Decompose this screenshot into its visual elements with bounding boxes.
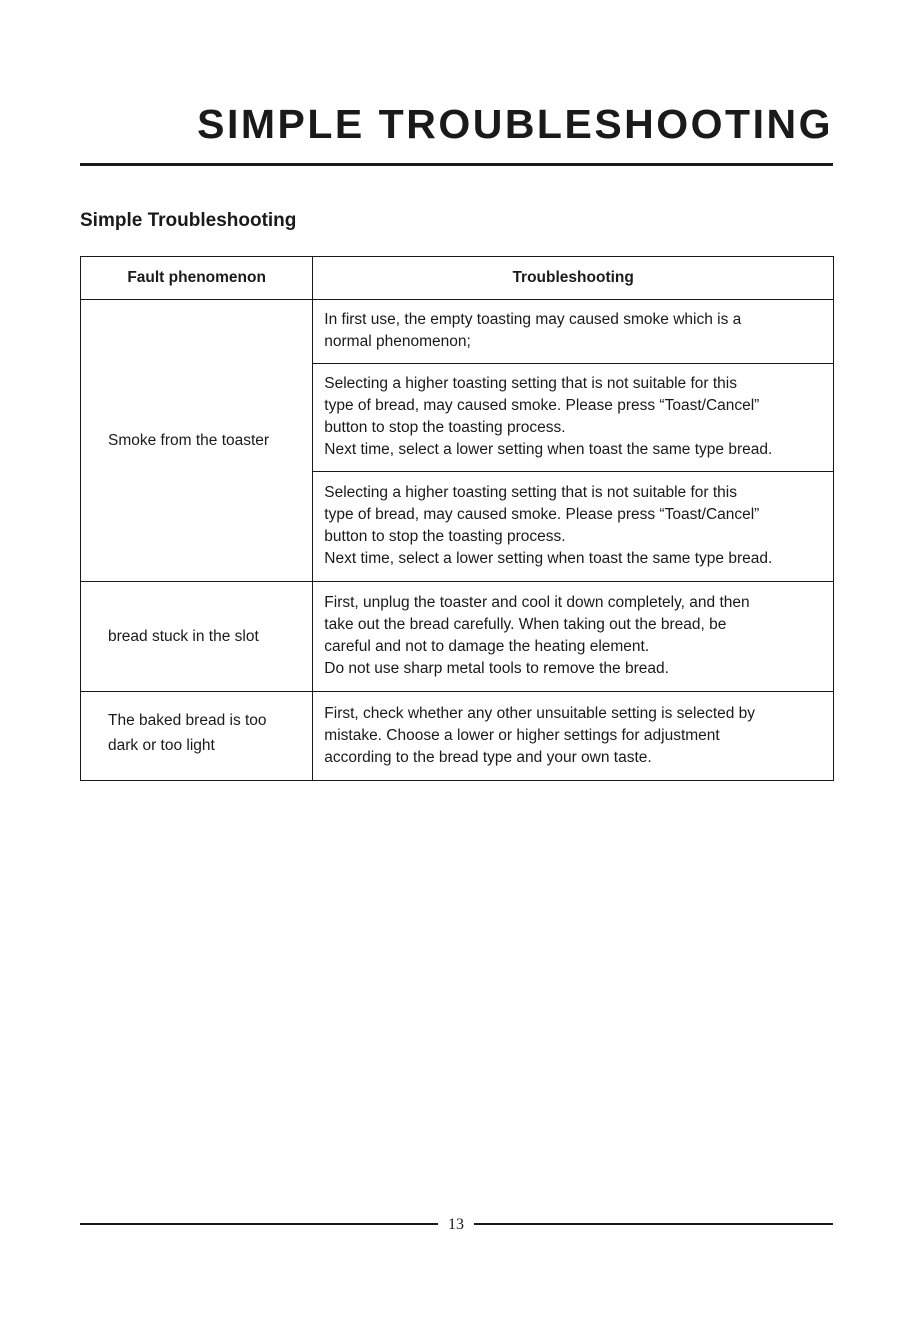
title-divider	[80, 163, 833, 166]
remedy-text: button to stop the toasting process.	[324, 528, 566, 545]
table-row	[81, 300, 834, 364]
remedy-text: type of bread, may caused smoke. Please press “Toast/Cancel”	[324, 506, 760, 523]
remedy-text: careful and not to damage the heating element.	[324, 638, 650, 655]
troubleshooting-header: Troubleshooting	[313, 257, 834, 300]
fault-text: dark or too light	[108, 737, 215, 754]
troubleshooting-table	[80, 256, 834, 781]
remedy-cell	[313, 582, 834, 692]
remedy-text: Selecting a higher toasting setting that is not suitable for this	[324, 375, 737, 392]
table-header-row	[81, 257, 834, 300]
remedy-text: In first use, the empty toasting may caused smoke which is a	[324, 311, 742, 328]
page-title: SIMPLE TROUBLESHOOTING	[197, 101, 833, 147]
remedy-text: Next time, select a lower setting when toast the same type bread.	[324, 441, 773, 458]
fault-text: The baked bread is too	[108, 712, 267, 729]
fault-text: Smoke from the toaster	[108, 431, 270, 449]
remedy-cell	[313, 472, 834, 582]
remedy-text: First, unplug the toaster and cool it down completely, and then	[324, 594, 750, 611]
footer-divider-right	[474, 1223, 833, 1225]
remedy-cell	[313, 300, 834, 364]
remedy-cell	[313, 692, 834, 781]
fault-phenomenon-header: Fault phenomenon	[81, 257, 313, 300]
remedy-text: type of bread, may caused smoke. Please press “Toast/Cancel”	[324, 397, 760, 414]
section-heading: Simple Troubleshooting	[80, 210, 297, 231]
fault-cell	[81, 692, 313, 781]
remedy-text: button to stop the toasting process.	[324, 419, 566, 436]
remedy-text: Do not use sharp metal tools to remove the bread.	[324, 660, 669, 677]
fault-text: bread stuck in the slot	[108, 627, 259, 645]
fault-cell	[81, 582, 313, 692]
remedy-text: according to the bread type and your own taste.	[324, 748, 652, 766]
remedy-text: Selecting a higher toasting setting that is not suitable for this	[324, 484, 737, 501]
remedy-text: take out the bread carefully. When taking out the bread, be	[324, 616, 727, 633]
remedy-text: Next time, select a lower setting when toast the same type bread.	[324, 550, 773, 567]
remedy-text: normal phenomenon;	[324, 333, 471, 350]
footer-divider-left	[80, 1223, 438, 1225]
table-row	[81, 582, 834, 692]
table-row	[81, 692, 834, 781]
fault-cell	[81, 300, 313, 582]
remedy-text: First, check whether any other unsuitable setting is selected by	[324, 704, 756, 722]
remedy-cell	[313, 364, 834, 472]
page-number: 13	[448, 1216, 464, 1233]
remedy-text: mistake. Choose a lower or higher settings for adjustment	[324, 726, 720, 744]
